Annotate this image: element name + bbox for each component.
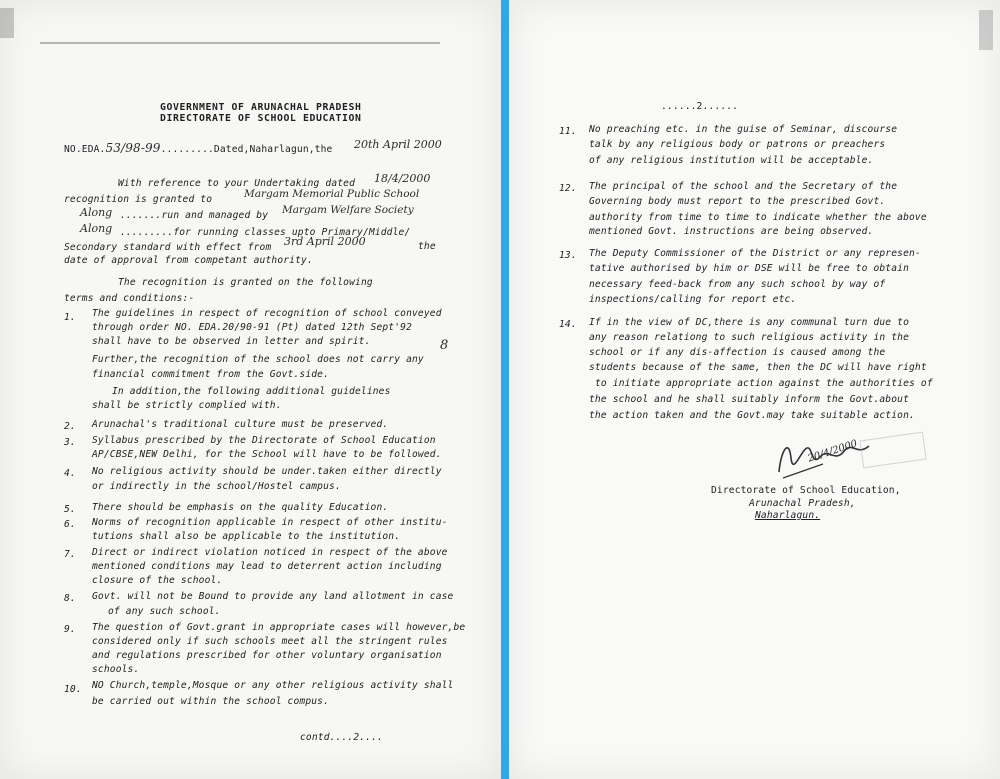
condition-14-line: school or if any dis-affection is caused among the (589, 347, 886, 358)
condition-2-number: 2. (64, 421, 76, 432)
condition-14-line: the school and he shall suitably inform the Govt.about (589, 394, 909, 405)
condition-13-line: The Deputy Commissioner of the District or any represen- (589, 248, 921, 259)
condition-1-line: shall be strictly complied with. (92, 400, 282, 411)
condition-1-line: financial commitment from the Govt.side. (92, 369, 330, 380)
school-name: Margam Memorial Public School (244, 188, 420, 200)
condition-12-number: 12. (559, 183, 577, 194)
condition-9-line: The question of Govt.grant in appropriate cases will however,be (92, 622, 466, 633)
classes-line: .........for running classes upto Primary/Middle/ (120, 227, 411, 238)
page-number: ......2...... (661, 101, 739, 112)
society-name: Margam Welfare Society (282, 204, 414, 216)
condition-12-line: authority from time to time to indicate whether the above (589, 212, 927, 223)
condition-14-line: any reason relationg to such religious activity in the (589, 332, 909, 343)
heading-directorate: DIRECTORATE OF SCHOOL EDUCATION (160, 113, 362, 124)
condition-13-line: necessary feed-back from any such school by way of (589, 279, 886, 290)
condition-14-line: to initiate appropriate action against the authorities of (595, 378, 933, 389)
condition-1-line: In addition,the following additional guidelines (112, 386, 391, 397)
condition-1-line: shall have to be observed in letter and spirit. (92, 336, 371, 347)
condition-11-number: 11. (559, 126, 577, 137)
condition-1-line: Further,the recognition of the school does not carry any (92, 354, 424, 365)
undertaking-date: 18/4/2000 (374, 172, 431, 185)
condition-8-number: 8. (64, 593, 76, 604)
document-page-2 (509, 0, 1000, 779)
condition-11-line: of any religious institution will be acceptable. (589, 155, 874, 166)
condition-6-line: tutions shall also be applicable to the institution. (92, 531, 401, 542)
signature-date: 20/4/2000 (806, 438, 859, 465)
condition-14-line: the action taken and the Govt.may take suitable action. (589, 410, 915, 421)
place-name: Along (80, 206, 113, 219)
condition-14-line: If in the view of DC,there is any communal turn due to (589, 317, 909, 328)
run-line: .......run and managed by (120, 210, 269, 221)
condition-6-number: 6. (64, 519, 76, 530)
condition-12-line: The principal of the school and the Secretary of the (589, 181, 898, 192)
condition-13-number: 13. (559, 250, 577, 261)
signatory-line-2: Arunachal Pradesh, (749, 498, 856, 509)
condition-4-line: No religious activity should be under.taken either directly (92, 466, 442, 477)
condition-14-number: 14. (559, 319, 577, 330)
condition-7-line: closure of the school. (92, 575, 223, 586)
condition-3-line: AP/CBSE,NEW Delhi, for the School will have to be followed. (92, 449, 442, 460)
condition-12-line: mentioned Govt. instructions are being observed. (589, 226, 874, 237)
ref-date: 20th April 2000 (354, 138, 442, 151)
condition-11-line: talk by any religious body or patrons or preachers (589, 139, 886, 150)
scan-streak (40, 42, 440, 44)
standard-line-end: the (418, 241, 436, 252)
condition-13-line: tative authorised by him or DSE will be free to obtain (589, 263, 909, 274)
condition-8-line: of any such school. (108, 606, 221, 617)
condition-10-number: 10. (64, 684, 82, 695)
undertaking-text: With reference to your Undertaking dated (118, 178, 356, 189)
condition-5-line: There should be emphasis on the quality Education. (92, 502, 389, 513)
condition-14-line: students because of the same, then the DC will have right (589, 362, 927, 373)
condition-8-line: Govt. will not be Bound to provide any land allotment in case (92, 591, 454, 602)
condition-10-line: be carried out within the school compus. (92, 696, 330, 707)
scan-streak (0, 8, 14, 38)
condition-7-line: mentioned conditions may lead to deterrent action including (92, 561, 442, 572)
condition-10-line: NO Church,temple,Mosque or any other religious activity shall (92, 680, 454, 691)
margin-mark: 8 (440, 338, 449, 353)
continued-marker: contd....2.... (300, 732, 383, 743)
scan-streak (979, 10, 993, 50)
condition-13-line: inspections/calling for report etc. (589, 294, 797, 305)
condition-1-line: The guidelines in respect of recognition of school conveyed (92, 308, 442, 319)
approval-line: date of approval from competant authority. (64, 255, 313, 266)
place-name-2: Along (80, 222, 113, 235)
condition-4-line: or indirectly in the school/Hostel campus. (92, 481, 341, 492)
condition-9-line: considered only if such schools meet all the stringent rules (92, 636, 448, 647)
ref-number: 53/98-99 (105, 141, 161, 155)
condition-7-line: Direct or indirect violation noticed in respect of the above (92, 547, 448, 558)
condition-12-line: Governing body must report to the prescribed Govt. (589, 196, 886, 207)
condition-4-number: 4. (64, 468, 76, 479)
condition-9-line: and regulations prescribed for other voluntary organisation (92, 650, 442, 661)
ref-prefix: NO.EDA. (64, 144, 106, 155)
signatory-line-3: Naharlagun. (755, 510, 821, 521)
condition-1-number: 1. (64, 312, 76, 323)
condition-3-line: Syllabus prescribed by the Directorate of School Education (92, 435, 436, 446)
standard-line: Secondary standard with effect from (64, 242, 272, 253)
condition-9-number: 9. (64, 624, 76, 635)
intro-line-1: The recognition is granted on the following (118, 277, 373, 288)
condition-6-line: Norms of recognition applicable in respect of other institu- (92, 517, 448, 528)
recognition-line: recognition is granted to (64, 194, 213, 205)
condition-1-line: through order NO. EDA.20/90-91 (Pt) dated 12th Sept'92 (92, 322, 412, 333)
reference-line (64, 142, 332, 156)
condition-2-line: Arunachal's traditional culture must be preserved. (92, 419, 389, 430)
intro-line-2: terms and conditions:- (64, 293, 195, 304)
condition-5-number: 5. (64, 504, 76, 515)
condition-3-number: 3. (64, 437, 76, 448)
condition-7-number: 7. (64, 549, 76, 560)
signatory-line-1: Directorate of School Education, (711, 485, 901, 496)
page-divider (501, 0, 509, 779)
condition-9-line: schools. (92, 664, 140, 675)
ref-dated: .........Dated,Naharlagun,the (160, 144, 333, 155)
condition-11-line: No preaching etc. in the guise of Seminar, discourse (589, 124, 898, 135)
heading-government: GOVERNMENT OF ARUNACHAL PRADESH (160, 102, 362, 113)
effect-date: 3rd April 2000 (284, 235, 366, 248)
